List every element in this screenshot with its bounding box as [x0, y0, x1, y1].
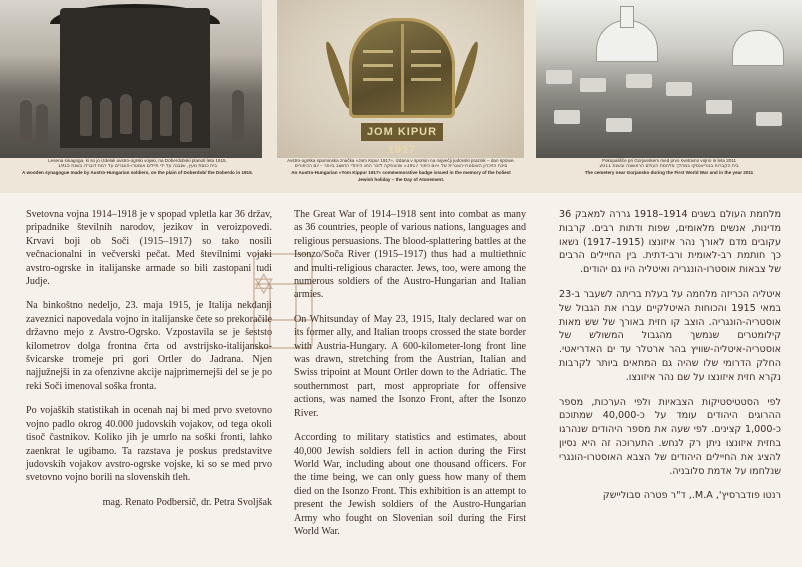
photo-strip: [0, 0, 802, 193]
soldier-figure: [80, 96, 92, 136]
soldier-figure: [140, 100, 152, 140]
laurel-leaf: [450, 40, 481, 110]
tablet-inscription: [411, 64, 441, 67]
caption-photo2: [278, 158, 524, 183]
caption-slovene: Avstro-ogrska spominska značka »Jom Kipur 1917«, izdana v spomin na največji judovski praznik – dan sprave.: [287, 158, 515, 163]
badge-label: JOM KIPUR 1917: [361, 123, 443, 141]
tablet-inscription: [363, 64, 393, 67]
grave-stone: [626, 74, 652, 88]
tablet-inscription: [411, 78, 441, 81]
caption-slovene: Lesena sinagoga, ki so jo izdelali avstro-ogrski vojaki, na Doberdobski planoti leta 1915.: [48, 158, 227, 163]
soldier-figure: [160, 96, 172, 136]
paragraph: On Whitsunday of May 23, 1915, Italy declared war on its former ally, and Italian troops crossed the state border with Austria-Hungary. A 600-kilometer-long front line was drawn, stretching from the Austrian, Italian and Swiss tripoint at Mount Ortler down to the Adriatic. The southernmost part, most appropriate for offensive actions, was named the Isonzo Front, after the Isonzo River.: [294, 313, 526, 419]
photo-yom-kippur-badge: [277, 0, 524, 158]
grave-stone: [606, 118, 632, 132]
authors-signature: mag. Renato Podbersič, dr. Petra Svoljšak: [102, 496, 272, 508]
authors-signature: רנטו פודברסיץ', M.A., ד"ר פטרה סבוליישק: [602, 490, 781, 502]
paragraph: Na binkoštno nedeljo, 23. maja 1915, je Italija nekdanji zaveznici napovedala vojno in italijanske čete so prekoračile državno mejo z Avstro-Ogrsko. Vzpostavila se je šeststo kilometrov dolga frontna črta od avstrijsko-italijansko-švicarske tromeje pri gori Ortler do Jadrana. Njen najjužnejši in za ofenzivne akcije najprimernejši del se je po reki Soči imenoval soška fronta.: [26, 300, 272, 392]
grave-stone: [546, 70, 572, 84]
soldier-figure: [100, 98, 112, 138]
cemetery-monument: [732, 30, 784, 66]
caption-hebrew: סיכת הזיכרון האוסטרו-הונגרית של »יום כיפור 1917« שהונפקה לזכר החג היהודי החשוב ביותר – יום הכיפורים: [294, 164, 508, 170]
grave-stone: [554, 110, 580, 124]
soldier-figure: [232, 90, 244, 140]
tablet-divider: [401, 24, 404, 112]
grave-stone: [756, 112, 782, 126]
badge-illustration: [327, 10, 477, 156]
photo-wooden-synagogue: [0, 0, 262, 158]
soldier-figure: [36, 104, 48, 144]
monument-top: [620, 6, 634, 28]
grave-stone: [580, 78, 606, 92]
grave-stone: [666, 82, 692, 96]
watermark-star-of-david: ✡: [252, 268, 276, 301]
tablet-inscription: [363, 50, 393, 53]
caption-english: A wooden synagogue made by Austro-Hungarian soldiers, on the plain of Doberdob/ the Doberdo in 1915.: [22, 170, 253, 176]
column-english: [294, 208, 526, 549]
tablet-inscription: [363, 78, 393, 81]
caption-english: An Austro-Hungarian »Yom Kippur 1917« commemorative badge issued in the memory of the holiest: [291, 170, 511, 176]
grave-stone: [706, 100, 732, 114]
caption-slovene: Pokopališče pri Gorjanskem med prvo svetovno vojno in leta 2011: [601, 158, 737, 163]
caption-hebrew: בית הקברות בגוריאנסקו במהלך מלחמת העולם הראשונה ובשנת 2011: [599, 164, 739, 170]
column-hebrew: [559, 208, 781, 514]
caption-photo1: [0, 158, 275, 177]
caption-photo3: [536, 158, 802, 177]
paragraph: Svetovna vojna 1914–1918 je v spopad vpletla kar 36 držav, pripadnike številnih narodov, jezikov in veroizpovedi. Krvavi boji ob Soči (1915–1917) so tako nosili večnacionalni in večverski pečat. Med številnimi vojaki avstro-ogrske in italijanske armade so bili zastopani tudi Judje.: [26, 209, 272, 288]
soldier-figure: [120, 94, 132, 134]
soldier-figure: [20, 100, 32, 140]
soldier-figure: [180, 102, 192, 142]
tablet-inscription: [411, 50, 441, 53]
caption-hebrew: בית כנסת מעץ, שנבנה על ידי חיילים אוסטרו-הונגרים על רמת דוברדו בשנת 1915: [58, 164, 217, 170]
paragraph: The Great War of 1914–1918 sent into combat as many as 36 countries, people of various nations, languages and religious persuasions. The blood-splattering battles at the Isonzo/Soča River (1915–1917) thus had a multiethnic and multi-religious character. Jews, too, were among the numerous soldiers of the Austro-Hungarian and Italian armies.: [294, 209, 526, 301]
paragraph: מלחמת העולם בשנים 1914–1918 גררה למאבק 36 מדינות, אנשים מלאומים, שפות ודתות רבים. קרבות עקובים מדם לאורך נהר איזונצו (1915–1917) נשאו כך חותמת רב-לאומית ורב-דתית. בין החיילים הרבים של צבאות אוסטרו-הונגריה ואיטליה היו גם יהודים.: [559, 209, 781, 276]
paragraph: איטליה הכריזה מלחמה על בעלת בריתה לשעבר ב-23 במאי 1915 והכוחות האיטלקיים עברו את הגבול של אוסטריה-הונגריה. הוצב קו חזית באורך של שש מאות קילומטרים שנמשך מהגבול המשולש של אוסטריה-איטליה-שוויץ בהר ארטלר עד ים האדריאטי. החלק הדרומי שלו שהיה גם המתאים ביותר לקרבות נקרא חזית איזונצו על שם נהר איזונצו.: [559, 288, 782, 383]
paragraph: לפי הסטטיסטיקות הצבאיות ולפי הערכות, מספר ההרוגים היהודים עומד על כ-40,000 שמתוכם כ-1,000 קצינים. לפי שעה את מספר היהודים שנהרגו בחזית איזונצו ניתן רק לנחש. התערוכה זה היא נסיון להציג את החיילים היהודים של הצבא האוסטרו-הונגרי שנלחמו על אדמת סלובניה.: [559, 396, 781, 477]
caption-english-cont: Jewish holiday – the Day of Atonement.: [357, 176, 445, 182]
paragraph: Po vojaških statistikah in ocenah naj bi med prvo svetovno vojno padlo okrog 40.000 judovskih vojakov, od tega okoli tisoč častnikov. Koliko jih je umrlo na soški fronti, lahko zaenkrat le ugibamo. Ta razstava je poskus predstavitve judovskih vojakov avstro-ogrske vojske, ki so se med prvo svetovno vojno borili na slovenskih tleh.: [26, 405, 272, 484]
photo-gorjansko-cemetery: [536, 0, 802, 158]
paragraph: According to military statistics and estimates, about 40,000 Jewish soldiers fell in action during the First World War, including about one thousand officers. For the time being, we can only guess how many of them died on the Isonzo Front. This exhibition is an attempt to present the Jewish soldiers of the Austro-Hungarian Army who fought on Slovenian soil during the First World War.: [294, 432, 526, 537]
column-slovene: [26, 208, 272, 520]
caption-english: The cemetery near Gorjansko during the First World War and in the year 2011: [584, 170, 754, 176]
